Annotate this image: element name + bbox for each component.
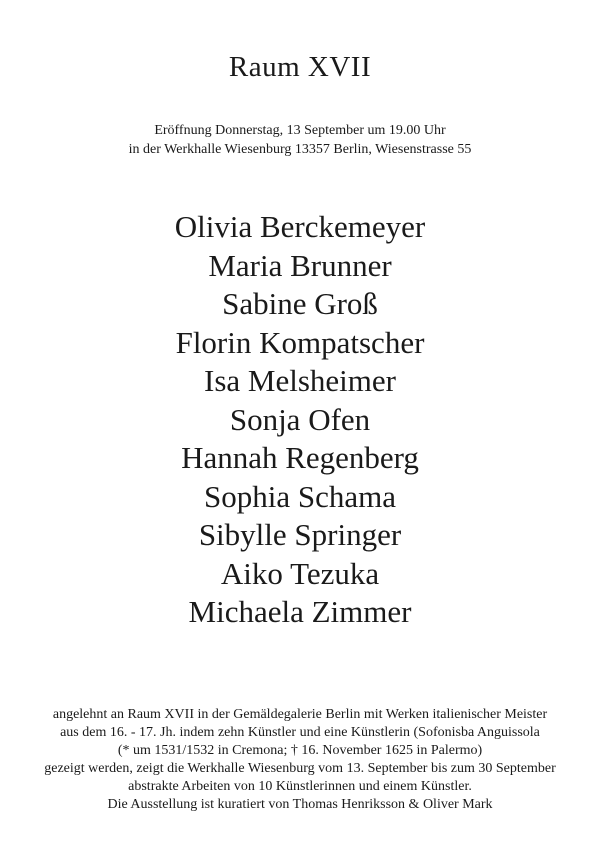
description-line: angelehnt an Raum XVII in der Gemäldegalerie Berlin mit Werken italienischer Meister	[52, 707, 548, 722]
artist-name: Sabine Groß	[222, 286, 378, 321]
description-line: (* um 1531/1532 in Cremona; † 16. November 1625 in Palermo)	[117, 743, 483, 758]
artist-name: Sophia Schama	[204, 478, 396, 514]
artist-name: Isa Melsheimer	[204, 363, 396, 398]
artist-name: Hannah Regenberg	[181, 440, 419, 475]
artist-name: Florin Kompatscher	[175, 324, 425, 360]
artist-name: Maria Brunner	[208, 247, 392, 283]
description-line: Die Ausstellung ist kuratiert von Thomas Henriksson & Oliver Mark	[107, 797, 493, 812]
exhibition-description	[0, 706, 600, 814]
opening-info	[0, 121, 600, 159]
opening-date-line: Eröffnung Donnerstag, 13 September um 19.00 Uhr	[154, 123, 446, 138]
venue-address-line: in der Werkhalle Wiesenburg 13357 Berlin, Wiesenstrasse 55	[128, 142, 472, 157]
artist-name: Olivia Berckemeyer	[174, 209, 426, 244]
artist-name: Michaela Zimmer	[188, 594, 412, 629]
description-line: abstrakte Arbeiten von 10 Künstlerinnen und einem Künstler.	[128, 779, 472, 794]
description-line: gezeigt werden, zeigt die Werkhalle Wiesenburg vom 13. September bis zum 30 September	[44, 761, 556, 776]
artist-name: Sonja Ofen	[229, 401, 371, 437]
artist-list	[0, 208, 600, 632]
page-title: Raum XVII	[228, 51, 372, 83]
artist-name: Aiko Tezuka	[220, 555, 380, 591]
description-line: aus dem 16. - 17. Jh. indem zehn Künstler und eine Künstlerin (Sofonisba Anguissola	[60, 725, 540, 740]
artist-name: Sibylle Springer	[198, 517, 402, 552]
